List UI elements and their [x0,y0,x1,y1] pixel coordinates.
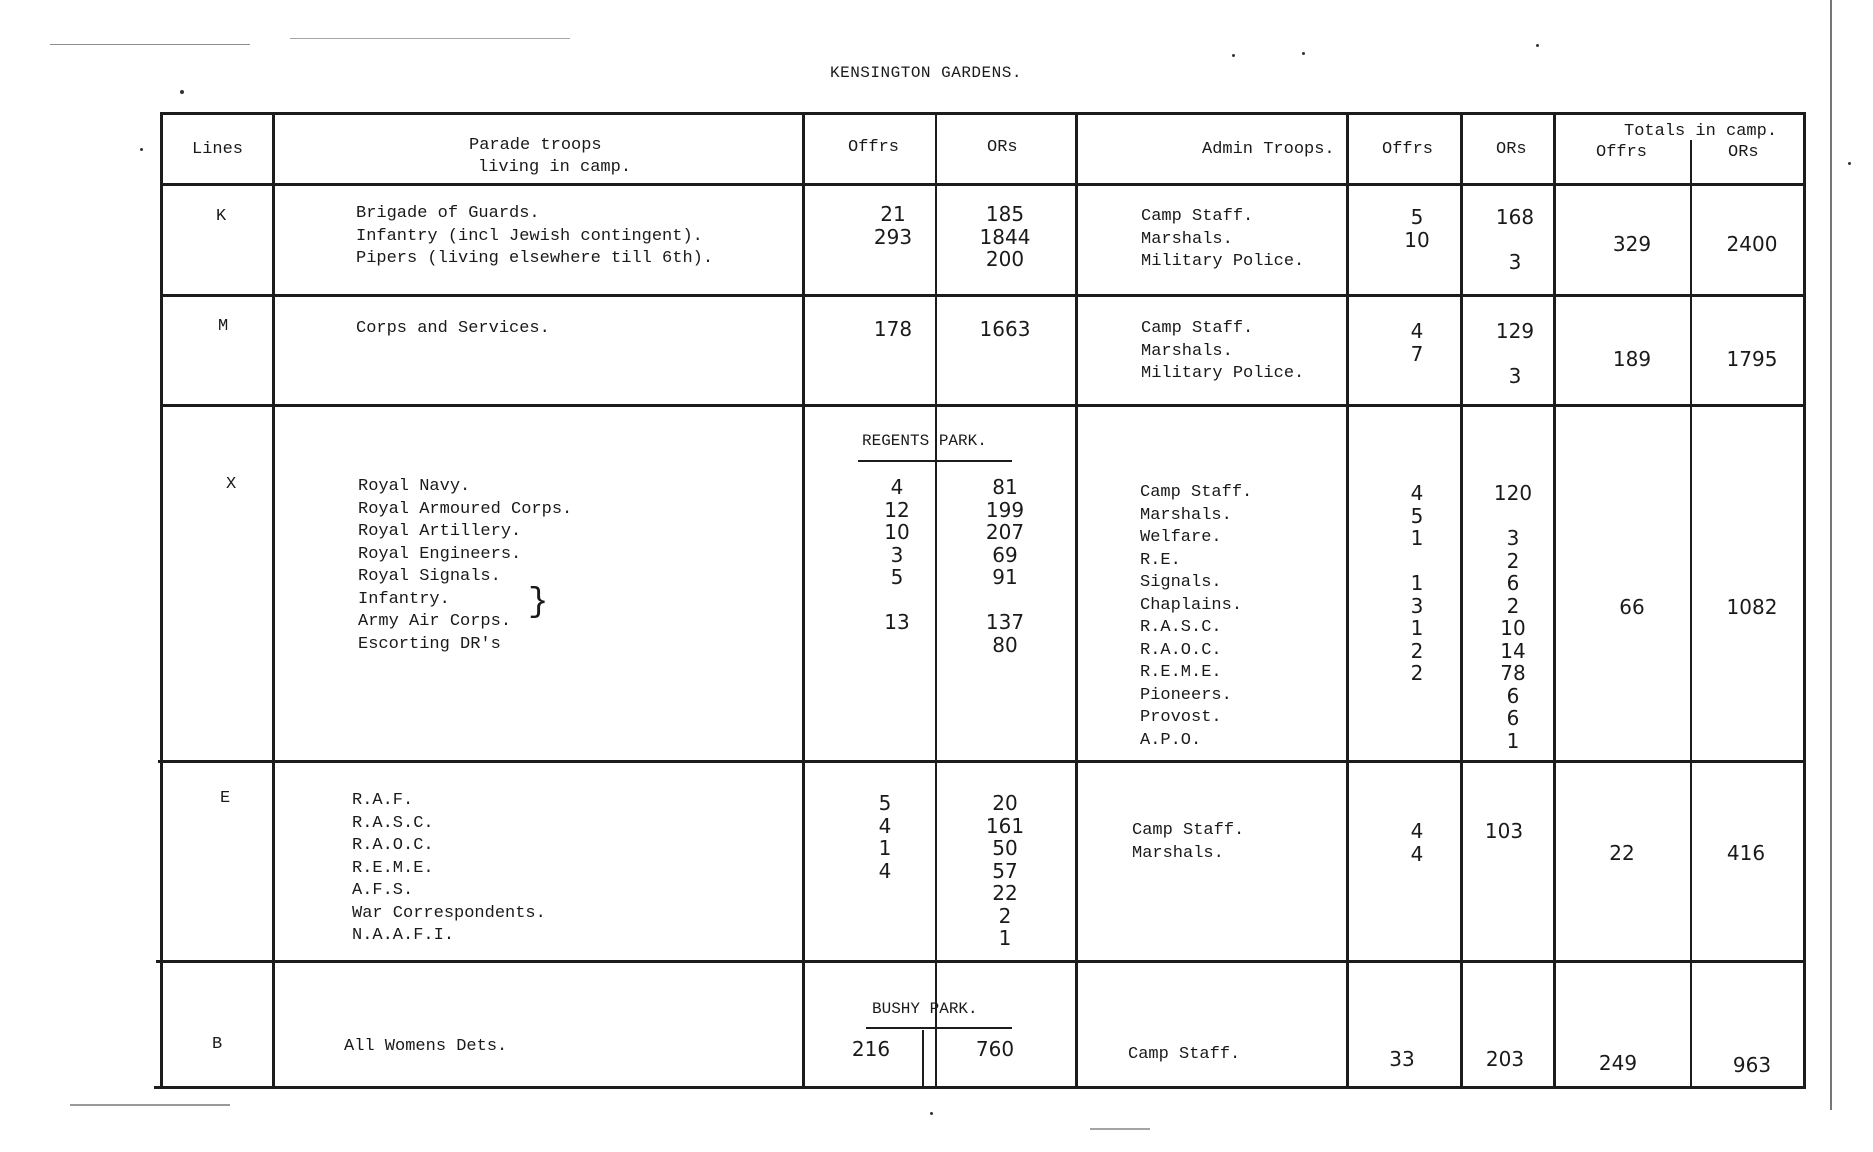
list-item: 4 [1410,481,1424,505]
header-admin: Admin Troops. [1202,140,1335,159]
list-item: 1 [998,926,1012,950]
list-item: War Correspondents. [352,903,546,923]
list-item: R.E. [1140,550,1181,570]
list-item: 178 [873,317,913,341]
admin-ors-list [1474,820,1534,865]
list-item [862,634,932,657]
list-item: Royal Navy. [358,477,471,496]
list-item: R.A.O.C. [1140,640,1222,660]
scan-mark [290,38,570,39]
list-item: 12 [884,497,910,522]
admin-list [1141,318,1304,386]
list-item: 6 [1506,683,1520,708]
parade-item: All Womens Dets. [344,1037,508,1056]
vrule-edge [1830,0,1832,1110]
total-ors: 963 [1732,1053,1772,1077]
line-label: X [226,475,237,494]
list-item: R.A.S.C. [1140,618,1222,637]
list-item: 3 [1508,364,1522,388]
regents-park-label: REGENTS PARK. [862,432,987,450]
ors-list [970,792,1040,950]
list-item: 3 [1506,526,1520,550]
list-item: 1 [1410,571,1424,595]
list-item [850,905,920,928]
admin-ors-list [1483,482,1543,752]
list-item: Royal Engineers. [358,544,522,564]
total-offrs: 189 [1612,347,1652,371]
scan-speck [180,90,184,94]
list-item: 1 [1506,728,1520,753]
list-item: 4 [1410,841,1424,866]
list-item: 1 [1410,616,1424,640]
list-item: N.A.A.F.I. [352,926,455,945]
admin-list [1141,206,1304,274]
list-item [1474,843,1534,866]
list-item: 5 [1410,503,1424,528]
scan-mark [70,1104,230,1106]
vrule-admin-offrs [1460,112,1463,1089]
total-ors: 1082 [1726,595,1778,619]
vrule-admin-ors [1553,112,1556,1089]
header-offrs: Offrs [848,138,900,157]
list-item: 69 [992,542,1018,567]
list-item: 10 [1404,227,1430,252]
list-item: 2 [1506,548,1520,573]
parade-list [356,203,713,271]
header-admin-offrs: Offrs [1382,140,1434,159]
list-item: Camp Staff. [1132,821,1245,840]
list-item: 1663 [979,317,1031,341]
list-item: 3 [1410,593,1424,618]
list-item: 20 [992,791,1018,815]
list-item [1387,550,1447,573]
list-item: Welfare. [1140,528,1222,547]
list-item: 120 [1493,481,1533,505]
list-item: Army Air Corps. [358,612,512,631]
list-item: Marshals. [1140,505,1232,525]
list-item: Infantry (incl Jewish contingent). [356,226,703,246]
list-item: R.E.M.E. [1140,663,1222,682]
list-item: 22 [992,881,1018,905]
list-item: Royal Artillery. [358,522,522,541]
list-item: 80 [992,632,1018,657]
admin-offrs-list [1387,320,1447,388]
list-item: Infantry. [358,589,450,609]
scan-speck [930,1112,933,1115]
list-item: 78 [1500,661,1526,685]
list-item: 57 [992,858,1018,883]
list-item: 10 [1500,616,1526,640]
list-item: 185 [985,202,1025,226]
list-item: R.A.O.C. [352,836,434,855]
scan-mark [50,44,250,45]
header-totals: Totals in camp. [1624,122,1778,141]
admin-offrs-value: 33 [1389,1047,1415,1071]
list-item: 168 [1495,205,1535,229]
list-item: 199 [985,497,1025,522]
list-item: Military Police. [1141,252,1305,271]
list-item: 200 [985,247,1025,271]
rule-m-bottom [161,404,1804,407]
list-item: Provost. [1140,708,1222,727]
list-item [1387,707,1447,730]
vrule-totals [1690,140,1692,1089]
list-item [970,589,1040,612]
list-item: Royal Signals. [358,567,501,586]
vrule-admin [1346,112,1349,1089]
list-item: Chaplains. [1140,595,1243,615]
list-item: 21 [880,202,906,226]
line-label: K [216,207,227,226]
scan-speck [140,148,143,151]
list-item: Corps and Services. [356,319,550,338]
list-item: R.E.M.E. [352,858,434,878]
list-item: 1 [878,836,892,860]
admin-ors-list [1485,206,1545,274]
ors-list [970,318,1040,341]
rule-bottom [154,1086,1804,1089]
list-item: Camp Staff. [1140,483,1253,502]
vrule-parade [802,112,805,1089]
admin-offrs-list [1387,820,1447,865]
list-item: Pipers (living elsewhere till 6th). [356,249,714,268]
list-item: 4 [878,813,892,838]
list-item: 6 [1506,571,1520,595]
list-item [850,927,920,950]
list-item: Camp Staff. [1141,319,1254,338]
list-item [1483,505,1543,528]
total-offrs: 22 [1609,841,1635,865]
list-item: 4 [1410,819,1424,843]
list-item [1387,685,1447,708]
vrule-right [1803,112,1806,1089]
list-item: Escorting DR's [358,634,501,654]
list-item: 91 [992,565,1018,589]
list-item [1387,365,1447,388]
scan-speck [1302,52,1305,55]
line-label: M [218,317,229,336]
rule-x-bottom [158,760,1804,763]
parade-list [356,318,550,341]
offrs-value: 216 [851,1037,891,1061]
list-item: 293 [873,224,913,249]
page-title: KENSINGTON GARDENS. [830,64,1022,82]
list-item: Marshals. [1141,229,1233,249]
total-offrs: 249 [1598,1051,1638,1075]
list-item: 5 [878,791,892,815]
admin-ors-list [1485,320,1545,388]
rule-k-bottom [162,294,1804,297]
list-item: Brigade of Guards. [356,204,540,223]
list-item: Military Police. [1141,364,1305,383]
admin-ors-value: 203 [1485,1047,1525,1071]
list-item: Pioneers. [1140,685,1232,705]
offrs-list [858,318,928,341]
list-item: 4 [890,475,904,499]
list-item: Camp Staff. [1141,207,1254,226]
brace-icon: } [528,584,549,622]
ors-list [970,203,1040,271]
list-item: A.P.O. [1140,730,1202,750]
list-item: 5 [1410,205,1424,229]
list-item: 103 [1484,819,1524,843]
list-item [858,248,928,271]
rule-top [163,112,1803,115]
total-ors: 2400 [1726,232,1778,256]
bushy-divider [922,1030,924,1088]
admin-list [1140,482,1252,752]
list-item: Marshals. [1132,843,1224,863]
list-item: 7 [1410,341,1424,366]
ors-list [970,476,1040,656]
list-item: 207 [985,520,1025,544]
list-item: 2 [998,903,1012,928]
vrule-offrs [935,112,937,1089]
list-item: 3 [1508,250,1522,274]
list-item: Marshals. [1141,341,1233,361]
header-totals-ors: ORs [1728,143,1759,162]
vrule-left [160,112,163,1089]
total-offrs: 329 [1612,232,1652,256]
list-item [862,589,932,612]
offrs-list [850,792,920,950]
list-item: 4 [878,858,892,883]
header-ors: ORs [987,138,1018,157]
list-item: 5 [890,565,904,589]
admin-item: Camp Staff. [1128,1045,1241,1064]
list-item: 13 [884,610,910,634]
list-item: 3 [890,542,904,567]
list-item: 161 [985,813,1025,838]
list-item: 2 [1410,661,1424,685]
ors-value: 760 [975,1037,1015,1061]
list-item: 137 [985,610,1025,634]
total-ors: 416 [1726,841,1766,865]
list-item: 4 [1410,319,1424,343]
total-ors: 1795 [1726,347,1778,371]
list-item: 129 [1495,319,1535,343]
scan-speck [1536,44,1539,47]
admin-list [1132,820,1244,865]
list-item: R.A.S.C. [352,813,434,833]
header-admin-ors: ORs [1496,140,1527,159]
list-item: 81 [992,475,1018,499]
vrule-ors [1075,112,1078,1089]
list-item [850,882,920,905]
bushy-underline [866,1027,1012,1029]
list-item: Signals. [1140,573,1222,592]
offrs-list [862,476,932,656]
total-offrs: 66 [1619,595,1645,619]
list-item [1485,343,1545,366]
rule-header-bottom [163,183,1803,186]
rule-e-bottom [156,960,1804,963]
list-item: 50 [992,836,1018,860]
bushy-park-label: BUSHY PARK. [872,1000,978,1018]
line-label: E [220,789,231,808]
list-item: 14 [1500,638,1526,663]
parade-list [352,790,546,948]
list-item: 1844 [979,224,1031,249]
scan-speck [1232,54,1235,57]
list-item: 10 [884,520,910,544]
list-item: R.A.F. [352,791,414,810]
header-parade-1: Parade troops [469,136,602,155]
offrs-list [858,203,928,271]
scan-mark [1090,1128,1150,1130]
list-item: 2 [1410,638,1424,663]
list-item: 2 [1506,593,1520,618]
list-item [1387,251,1447,274]
list-item [1485,229,1545,252]
admin-offrs-list [1387,482,1447,752]
list-item: Royal Armoured Corps. [358,499,573,519]
line-label: B [212,1035,223,1054]
list-item: 6 [1506,706,1520,730]
vrule-lines [272,112,275,1089]
header-lines: Lines [192,140,244,159]
parade-list [358,476,572,656]
list-item: 1 [1410,526,1424,550]
list-item [1387,730,1447,753]
scan-speck [1848,162,1851,165]
header-totals-offrs: Offrs [1596,143,1648,162]
admin-offrs-list [1387,206,1447,274]
list-item: A.F.S. [352,881,414,900]
header-parade-2: living in camp. [478,158,632,177]
